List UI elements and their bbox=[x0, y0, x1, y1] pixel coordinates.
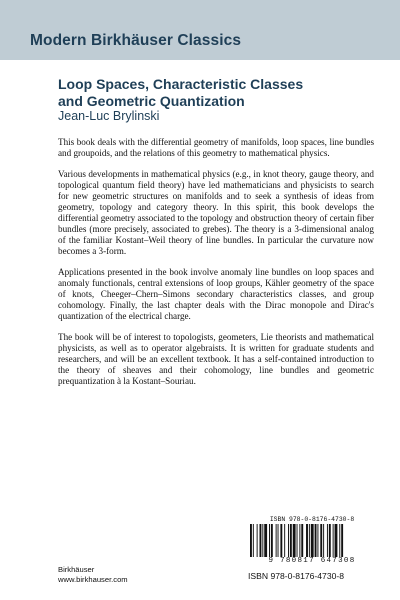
blurb-paragraph: Applications presented in the book involve anomaly line bundles on loop spaces and anomaly functionals, central extensions of loop groups, Kähler geometry of the space of knots, Cheeger–Chern–Simons secondary characteristics classes, and group cohomology. Finally, the last chapter deals with the Dirac monopole and Dirac's quantization of the electrical charge. bbox=[58, 267, 374, 321]
publisher bbox=[58, 565, 128, 584]
book-title bbox=[58, 76, 378, 110]
barcode bbox=[248, 516, 376, 566]
series-title: Modern Birkhäuser Classics bbox=[30, 32, 242, 49]
blurb-paragraph: This book deals with the differential geometry of manifolds, loop spaces, line bundles and groupoids, and the relations of this geometry to mathematical physics. bbox=[58, 137, 374, 158]
blurb bbox=[58, 137, 374, 397]
barcode-isbn-label: ISBN 978-0-8176-4730-8 bbox=[269, 516, 355, 523]
blurb-paragraph: The book will be of interest to topologists, geometers, Lie theorists and mathematical physicists, as well as to operator algebraists. It is written for graduate students and researchers, and will be an excellent textbook. It has a self-contained introduction to the theory of sheaves and their cohomology, line bundles and geometric prequantization à la Kostant–Souriau. bbox=[58, 332, 374, 386]
publisher-url: www.birkhauser.com bbox=[58, 574, 128, 584]
publisher-name: Birkhäuser bbox=[58, 565, 95, 574]
blurb-paragraph: Various developments in mathematical physics (e.g., in knot theory, gauge theory, and topological quantum field theory) have led mathematicians and physicists to search for new geometric structures on manifolds and to seek a synthesis of ideas from geometry, topology and category theory. In this spirit, this book develops the differential geometry associated to the topology and obstruction theory of certain fiber bundles (more precisely, associated to grebes). The theory is a 3-dimensional analog of the familiar Kostant–Weil theory of line bundles. In particular the curvature now becomes a 3-form. bbox=[58, 169, 374, 256]
barcode-number: 9 780817 647308 bbox=[268, 557, 356, 565]
book-title-line-2: and Geometric Quantization bbox=[58, 93, 245, 109]
author-name: Jean-Luc Brylinski bbox=[58, 109, 160, 123]
series-band bbox=[0, 0, 400, 60]
isbn: ISBN 978-0-8176-4730-8 bbox=[248, 571, 345, 581]
book-title-line-1: Loop Spaces, Characteristic Classes bbox=[58, 76, 304, 92]
barcode-bars bbox=[250, 524, 374, 557]
